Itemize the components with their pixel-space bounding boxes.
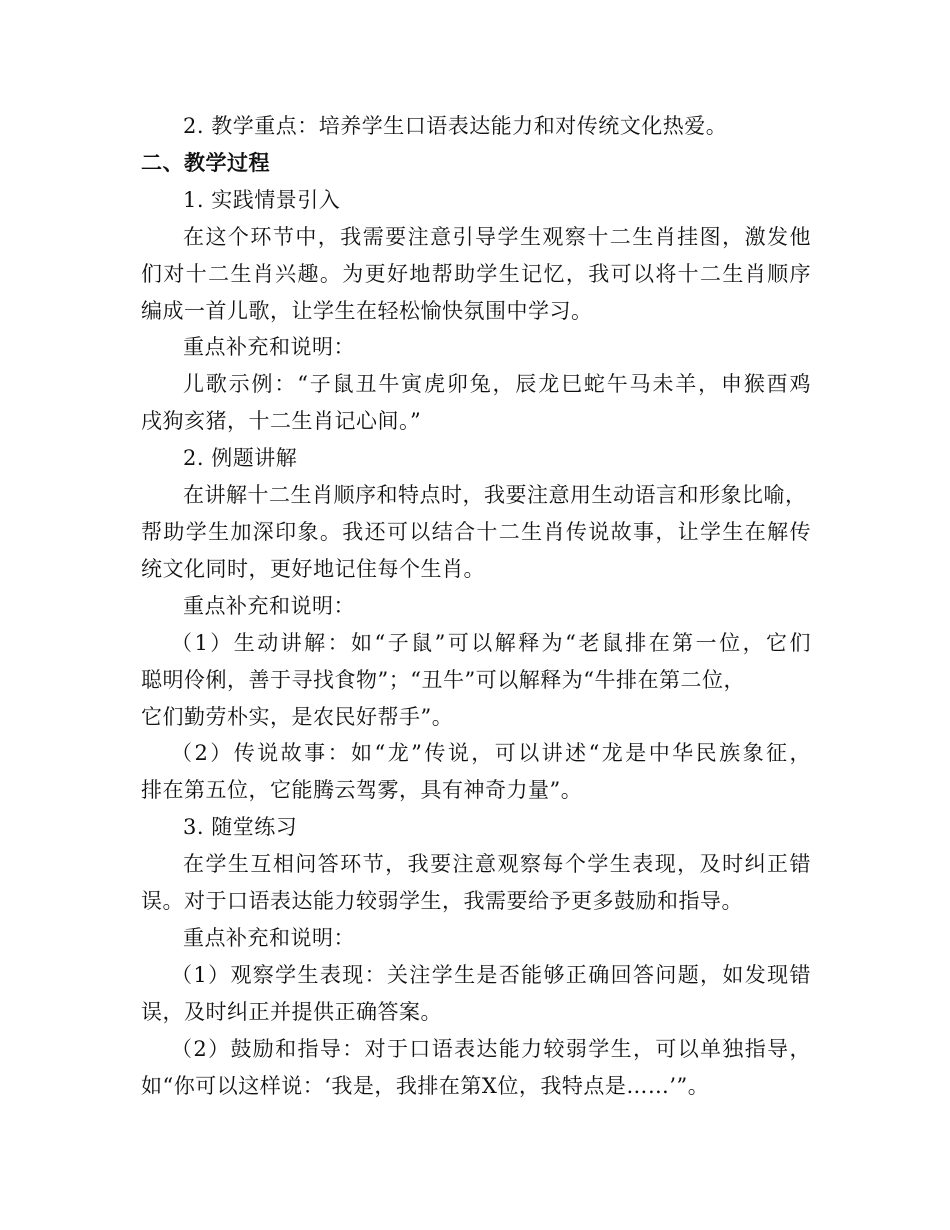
paragraph-line: 戌狗亥猪，十二生肖记心间。” bbox=[141, 409, 422, 434]
document-page bbox=[141, 108, 811, 1104]
subsection-heading-2: 2. 例题讲解 bbox=[183, 446, 298, 471]
paragraph-line: 在这个环节中，我需要注意引导学生观察十二生肖挂图，激发他 bbox=[183, 224, 811, 249]
subsection-heading-3: 3. 随堂练习 bbox=[183, 815, 298, 840]
paragraph-line: 儿歌示例：“子鼠丑牛寅虎卯兔，辰龙巳蛇午马未羊，申猴酉鸡 bbox=[183, 372, 811, 397]
paragraph-line: 在学生互相问答环节，我要注意观察每个学生表现，及时纠正错 bbox=[183, 852, 811, 877]
list-item-line: 它们勤劳朴实，是农民好帮手”。 bbox=[141, 704, 454, 729]
list-item-line: 排在第五位，它能腾云驾雾，具有神奇力量”。 bbox=[141, 778, 583, 803]
list-item-line: （1）观察学生表现：关注学生是否能够正确回答问题，如发现错 bbox=[171, 962, 811, 987]
teaching-focus-item: 2. 教学重点：培养学生口语表达能力和对传统文化热爱。 bbox=[183, 114, 728, 138]
subsection-heading-1: 1. 实践情景引入 bbox=[183, 187, 341, 212]
paragraph-line: 帮助学生加深印象。我还可以结合十二生肖传说故事，让学生在解传 bbox=[141, 519, 811, 544]
paragraph-line: 编成一首儿歌，让学生在轻松愉快氛围中学习。 bbox=[141, 298, 593, 323]
list-item-line: （1）生动讲解：如“子鼠”可以解释为“老鼠排在第一位，它们 bbox=[171, 630, 811, 655]
list-item-line: 误，及时纠正并提供正确答案。 bbox=[141, 999, 442, 1024]
paragraph-line: 误。对于口语表达能力较弱学生，我需要给予更多鼓励和指导。 bbox=[141, 889, 743, 914]
paragraph-line: 们对十二生肖兴趣。为更好地帮助学生记忆，我可以将十二生肖顺序 bbox=[141, 261, 811, 286]
note-label: 重点补充和说明： bbox=[183, 925, 355, 950]
section-heading-teaching-process: 二、教学过程 bbox=[141, 150, 270, 175]
list-item-line: （2）鼓励和指导：对于口语表达能力较弱学生，可以单独指导， bbox=[171, 1036, 811, 1061]
note-label: 重点补充和说明： bbox=[183, 593, 355, 618]
list-item-line: 聪明伶俐，善于寻找食物”；“丑牛”可以解释为“牛排在第二位， bbox=[141, 667, 745, 692]
paragraph-line: 在讲解十二生肖顺序和特点时，我要注意用生动语言和形象比喻， bbox=[183, 483, 807, 508]
paragraph-line: 统文化同时，更好地记住每个生肖。 bbox=[141, 556, 485, 581]
list-item-line: （2）传说故事：如“龙”传说，可以讲述“龙是中华民族象征， bbox=[171, 741, 811, 766]
note-label: 重点补充和说明： bbox=[183, 335, 355, 360]
list-item-line: 如“你可以这样说：‘我是，我排在第X位，我特点是……’”。 bbox=[141, 1073, 710, 1098]
